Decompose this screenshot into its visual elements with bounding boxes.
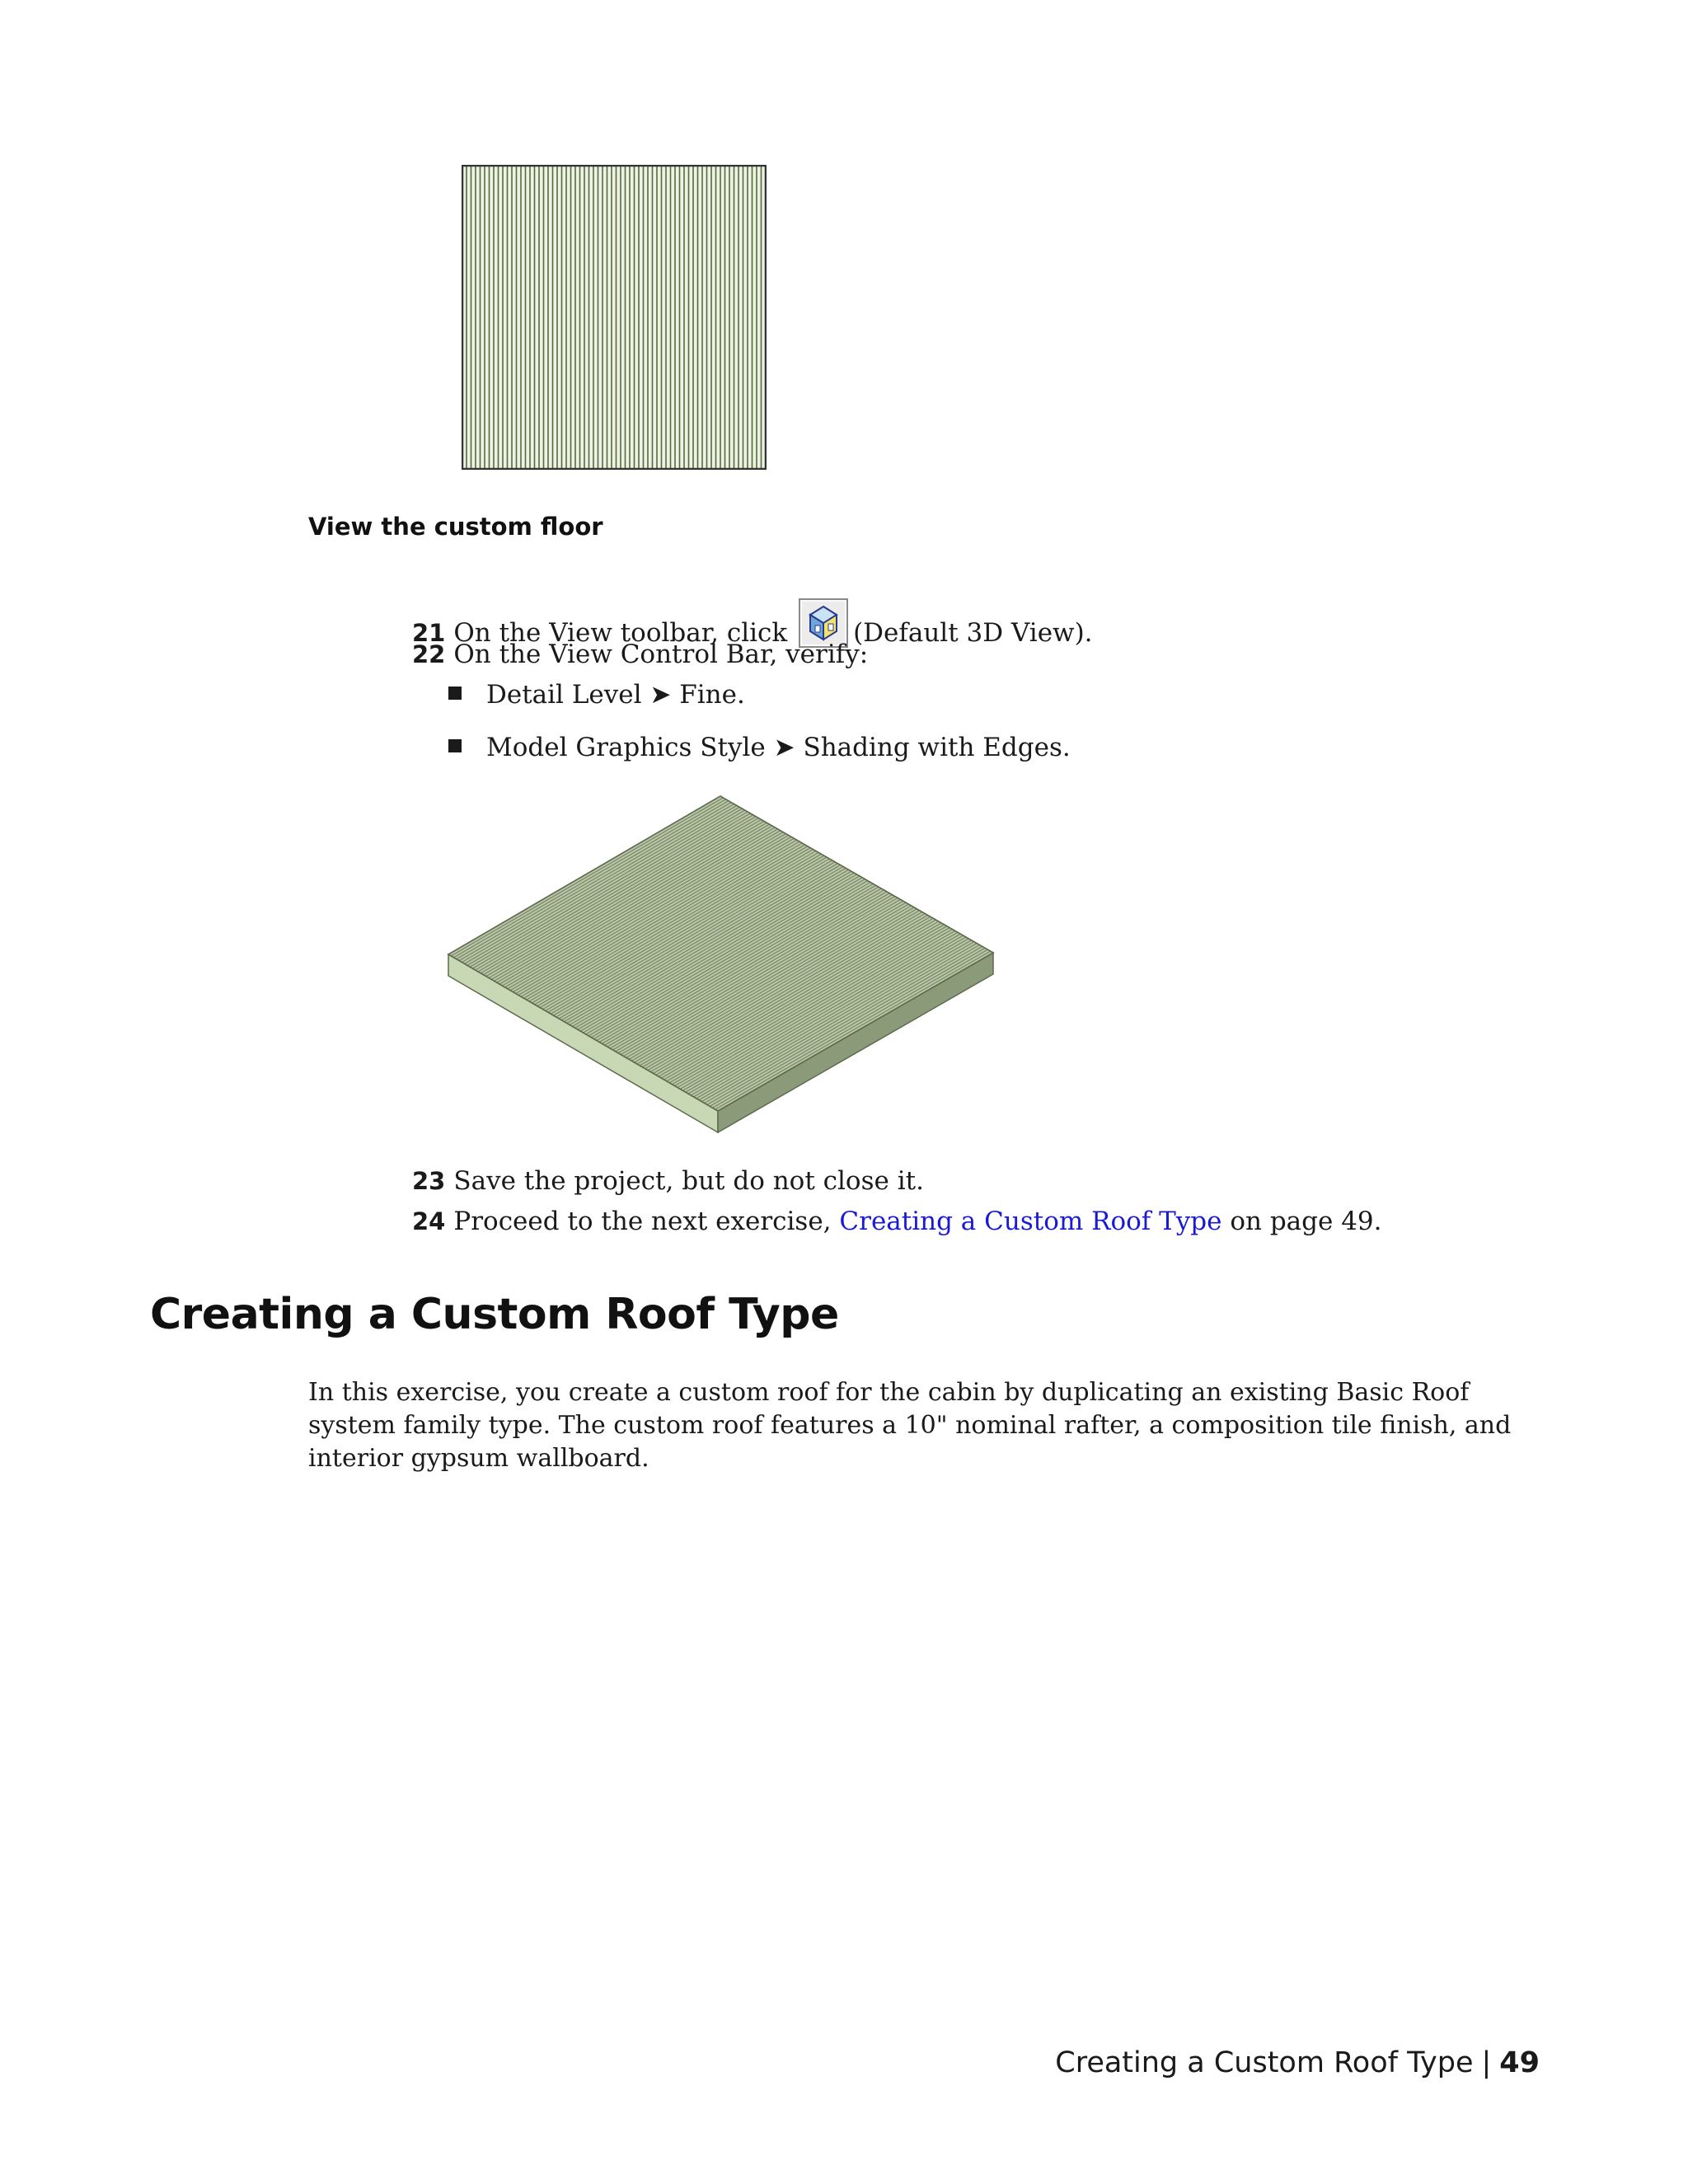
step-number: 23 <box>412 1167 446 1195</box>
step-23 <box>412 1165 924 1197</box>
section-title: Creating a Custom Roof Type <box>150 1290 839 1339</box>
bullet-detail-level <box>448 678 745 711</box>
step-text: On the View toolbar, click <box>453 618 788 648</box>
page-footer <box>1055 2046 1540 2079</box>
step-text: Save the project, but do not close it. <box>453 1166 924 1196</box>
page-number: 49 <box>1499 2046 1540 2079</box>
creating-custom-roof-type-link[interactable]: Creating a Custom Roof Type <box>839 1207 1222 1236</box>
step-text: Proceed to the next exercise, <box>453 1207 832 1236</box>
body-paragraph: In this exercise, you create a custom roof for the cabin by duplicating an existing Basic Roof system family type. The custom roof features a 10" nominal rafter, a composition tile finish, and interior gypsum wallboard. <box>308 1378 1512 1473</box>
step-number: 21 <box>412 619 446 647</box>
arrow-icon: ➤ <box>773 733 795 762</box>
footer-separator: | <box>1481 2046 1492 2079</box>
step-22 <box>412 638 868 671</box>
step-number: 22 <box>412 640 446 668</box>
bullet-value: Fine. <box>679 680 745 710</box>
bullet-label: Model Graphics Style <box>486 733 766 762</box>
floor-plan-figure <box>462 165 767 470</box>
step-number: 24 <box>412 1207 446 1235</box>
step-text-after: on page 49. <box>1230 1207 1382 1236</box>
bullet-square-icon <box>448 687 462 700</box>
sub-heading: View the custom floor <box>308 513 603 541</box>
bullet-value: Shading with Edges. <box>803 733 1071 762</box>
step-text-after: (Default 3D View). <box>853 618 1093 648</box>
step-text: On the View Control Bar, verify: <box>453 640 869 669</box>
footer-title: Creating a Custom Roof Type <box>1055 2046 1474 2079</box>
bullet-label: Detail Level <box>486 680 642 710</box>
bullet-square-icon <box>448 739 462 752</box>
bullet-model-graphics-style <box>448 731 1071 764</box>
step-24 <box>412 1205 1382 1238</box>
arrow-icon: ➤ <box>649 680 672 710</box>
floor-3d-figure <box>445 793 997 1139</box>
